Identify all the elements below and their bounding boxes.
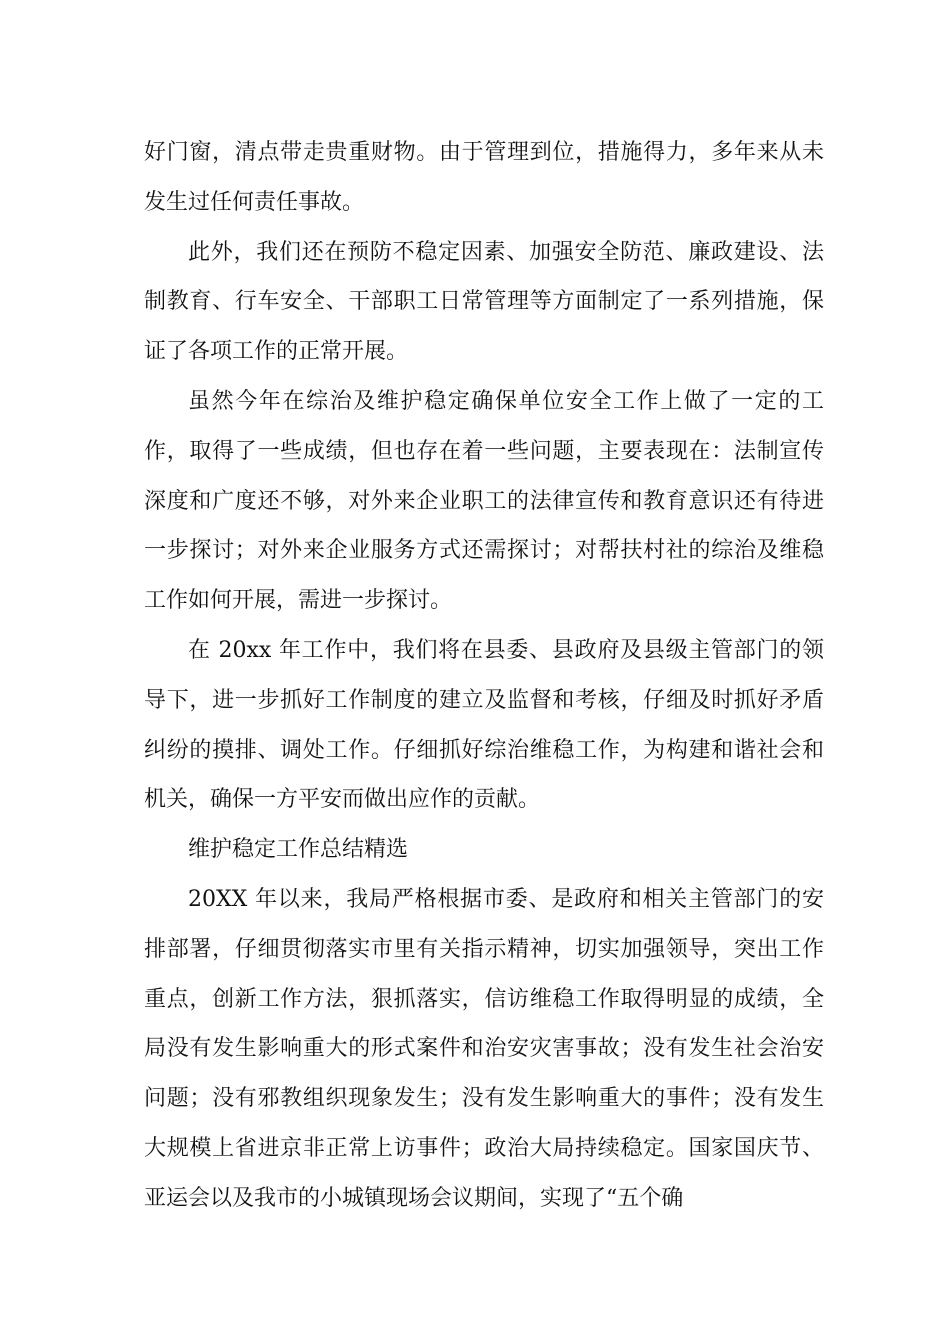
section-heading: 维护稳定工作总结精选 xyxy=(188,837,409,863)
paragraph-continuation: 好门窗，清点带走贵重财物。由于管理到位，措施得力，多年来从未发生过任何责任事故。 xyxy=(144,140,824,215)
paragraph-problems: 虽然今年在综治及维护稳定确保单位安全工作上做了一定的工作，取得了一些成绩，但也存在着一些问题，主要表现在：法制宣传深度和广度还不够，对外来企业职工的法律宣传和教育意识还有待进一步探讨；对外来企业服务方式还需探讨；对帮扶村社的综治及维稳工作如何开展，需进一步探讨。 xyxy=(144,388,824,614)
paragraph-summary-intro: 20XX 年以来，我局严格根据市委、是政府和相关主管部门的安排部署，仔细贯彻落实市里有关指示精神，切实加强领导，突出工作重点，创新工作方法，狠抓落实，信访维稳工作取得明显的成绩，全局没有发生影响重大的形式案件和治安灾害事故；没有发生社会治安问题；没有邪教组织现象发生；没有发生影响重大的事件；没有发生大规模上省进京非正常上访事件；政治大局持续稳定。国家国庆节、亚运会以及我市的小城镇现场会议期间，实现了“五个确 xyxy=(144,886,824,1211)
document-body xyxy=(144,128,824,1224)
paragraph-next-year-plan: 在 20xx 年工作中，我们将在县委、县政府及县级主管部门的领导下，进一步抓好工作制度的建立及监督和考核，仔细及时抓好矛盾纠纷的摸排、调处工作。仔细抓好综治维稳工作，为构建和谐社会和机关，确保一方平安而做出应作的贡献。 xyxy=(144,637,824,813)
paragraph-other-measures: 此外，我们还在预防不稳定因素、加强安全防范、廉政建设、法制教育、行车安全、干部职工日常管理等方面制定了一系列措施，保证了各项工作的正常开展。 xyxy=(144,239,824,365)
